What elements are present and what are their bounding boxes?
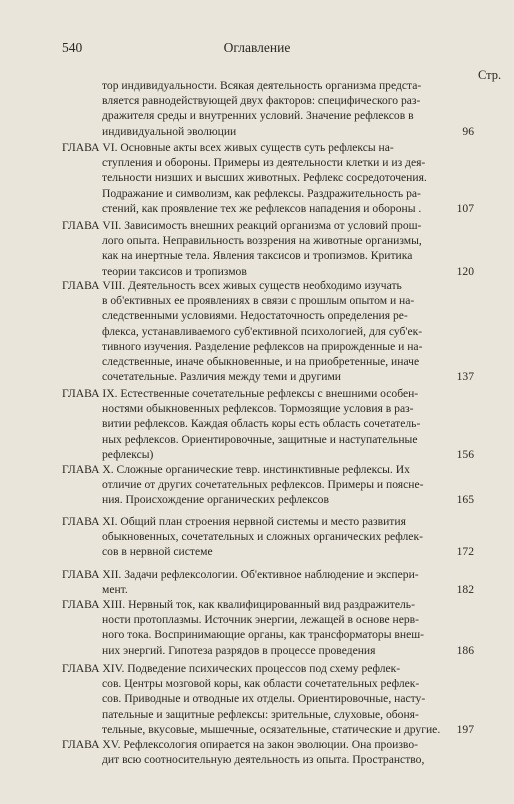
toc-entry-line: ности протоплазмы. Источник энергии, лежащей в основе нерв- [102, 613, 420, 627]
toc-entry-line: вляется равнодействующей двух факторов: специфического раз- [102, 94, 421, 108]
page-reference: 172 [456, 545, 474, 559]
chapter-description: Сложные органические тевр. инстинктивные рефлексы. Их [116, 463, 410, 476]
toc-entry-line: пательные и защитные рефлексы: зрительные, слуховые, обоня- [102, 707, 419, 721]
chapter-description: Подведение психических процессов под схему рефлек- [127, 662, 401, 675]
toc-entry-line: индивидуальной эволюции [102, 124, 237, 138]
toc-entry-line [62, 278, 474, 293]
toc-entry [62, 514, 474, 560]
page-reference: 165 [456, 493, 474, 507]
page-reference: 182 [456, 583, 474, 597]
toc-entry-line: ностями обыкновенных рефлексов. Тормозящие условия в раз- [102, 402, 414, 416]
toc-entry [62, 597, 474, 658]
chapter-label: ГЛАВА X. [62, 463, 114, 476]
toc-entry [62, 661, 474, 737]
toc-entry-line [62, 386, 474, 401]
toc-entry-line: обыкновенных, сочетательных и сложных органических рефлек- [102, 530, 423, 544]
toc-entry-line: тельности низших и высших животных. Рефлекс сосредоточения. [102, 171, 427, 185]
chapter-label: ГЛАВА XI. [62, 515, 118, 528]
page-reference: 96 [462, 124, 474, 138]
chapter-description: Основные акты всех живых существ суть рефлексы на- [120, 141, 394, 154]
toc-entry-line: тельные, вкусовые, мышечные, осязательные, статические и другие. [102, 722, 441, 736]
toc-entry-line: мент. [102, 583, 128, 597]
toc-entry-line: сов в нервной системе [102, 545, 213, 559]
page-reference: 107 [456, 201, 474, 215]
chapter-label: ГЛАВА VII. [62, 219, 122, 232]
toc-entry-line [62, 462, 474, 477]
chapter-label: ГЛАВА XIV. [62, 662, 125, 675]
chapter-description: Рефлексология опирается на закон эволюции. Она произво- [123, 738, 418, 751]
toc-entry-line: следственными условиями. Недостаточность определения ре- [102, 309, 408, 323]
toc-entry-line: сов. Центры мозговой коры, как области сочетательных рефлек- [102, 677, 420, 691]
toc-entry-line: отличие от других сочетательных рефлексов. Примеры и поясне- [102, 478, 424, 492]
running-title: Оглавление [223, 40, 291, 55]
toc-entry-line: дражителя среды и внутренних условий. Значение рефлексов в [102, 109, 414, 123]
toc-entry-line: рефлексы) [102, 447, 154, 461]
toc-entry-line: витии рефлексов. Каждая область коры есть область сочетатель- [102, 417, 421, 431]
page-reference: 197 [456, 722, 474, 736]
chapter-description: Общий план строения нервной системы и место развития [120, 515, 406, 528]
toc-entry-line: теории таксисов и тропизмов [102, 264, 247, 278]
toc-entry [62, 140, 474, 216]
chapter-label: ГЛАВА XII. [62, 568, 122, 581]
toc-entry-line: дит всю соотносительную деятельность из опыта. Пространство, [102, 753, 425, 767]
chapter-description: Задачи рефлексологии. Об'ективное наблюдение и экспери- [124, 568, 419, 581]
chapter-label: ГЛАВА XIII. [62, 598, 126, 611]
chapter-description: Естественные сочетательные рефлексы с внешними особен- [120, 387, 419, 400]
toc-entry [62, 218, 474, 279]
toc-entry-line [62, 737, 474, 752]
toc-entry-line [62, 597, 474, 612]
toc-entry-line: в об'ективных ее проявлениях в связи с прошлым опытом и на- [102, 294, 415, 308]
pages-column-label: Стр. [478, 68, 502, 82]
toc-entry-line [62, 514, 474, 529]
toc-entry-line: тор индивидуальности. Всякая деятельность организма предста- [102, 79, 422, 92]
page-reference: 186 [456, 643, 474, 657]
toc-entry-line: следственные, иначе обыкновенные, и на приобретенные, иначе [102, 355, 420, 369]
toc-entry-line: ния. Происхождение органических рефлексов [102, 493, 329, 507]
toc-entry-line [62, 661, 474, 676]
toc-entry-line: Подражание и символизм, как рефлексы. Раздражительность ра- [102, 186, 421, 200]
page-number: 540 [62, 40, 83, 55]
toc-entry-line: лого опыта. Неправильность воззрения на животные организмы, [102, 234, 422, 248]
toc-entry-line: флекса, устанавливаемого суб'ективной психологией, для суб'ек- [102, 324, 423, 338]
chapter-description: Деятельность всех живых существ необходимо изучать [128, 279, 402, 292]
toc-entry-line: как на инертные тела. Явления таксисов и тропизмов. Критика [102, 249, 413, 263]
toc-entry-line: стений, как проявление тех же рефлексов нападения и обороны . [102, 201, 422, 215]
toc-entry-line [62, 567, 474, 582]
toc-entry [62, 462, 474, 508]
chapter-description: Зависимость внешних реакций организма от условий прош- [124, 219, 422, 232]
toc-entry-line [62, 140, 474, 155]
page-reference: 156 [456, 447, 474, 461]
page-reference: 120 [456, 264, 474, 278]
page-reference: 137 [456, 370, 474, 384]
toc-entry-line: сов. Приводные и отводные их отделы. Ориентировочные, насту- [102, 692, 426, 706]
toc-entry-line: ступления и обороны. Примеры из деятельности клетки и из дея- [102, 156, 426, 170]
chapter-label: ГЛАВА VIII. [62, 279, 126, 292]
toc-entry [62, 278, 474, 384]
toc-entry-line: ного тока. Воспринимающие органы, как трансформаторы внеш- [102, 628, 424, 642]
toc-entry [62, 78, 474, 139]
toc-entry-line: ных рефлексов. Ориентировочные, защитные и наступательные [102, 432, 418, 446]
chapter-label: ГЛАВА XV. [62, 738, 121, 751]
chapter-description: Нервный ток, как квалифицированный вид раздражитель- [128, 598, 415, 611]
toc-entry-line: них энергий. Гипотеза разрядов в процессе проведения [102, 643, 376, 657]
chapter-label: ГЛАВА VI. [62, 141, 118, 154]
toc-entry [62, 386, 474, 462]
toc-entry-line [62, 218, 474, 233]
toc-entry-line: сочетательные. Различия между теми и другими [102, 370, 342, 384]
chapter-label: ГЛАВА IX. [62, 387, 118, 400]
toc-entry [62, 567, 474, 597]
toc-entry-line: тивного изучения. Разделение рефлексов на прирожденные и на- [102, 339, 423, 353]
toc-entry [62, 737, 474, 767]
